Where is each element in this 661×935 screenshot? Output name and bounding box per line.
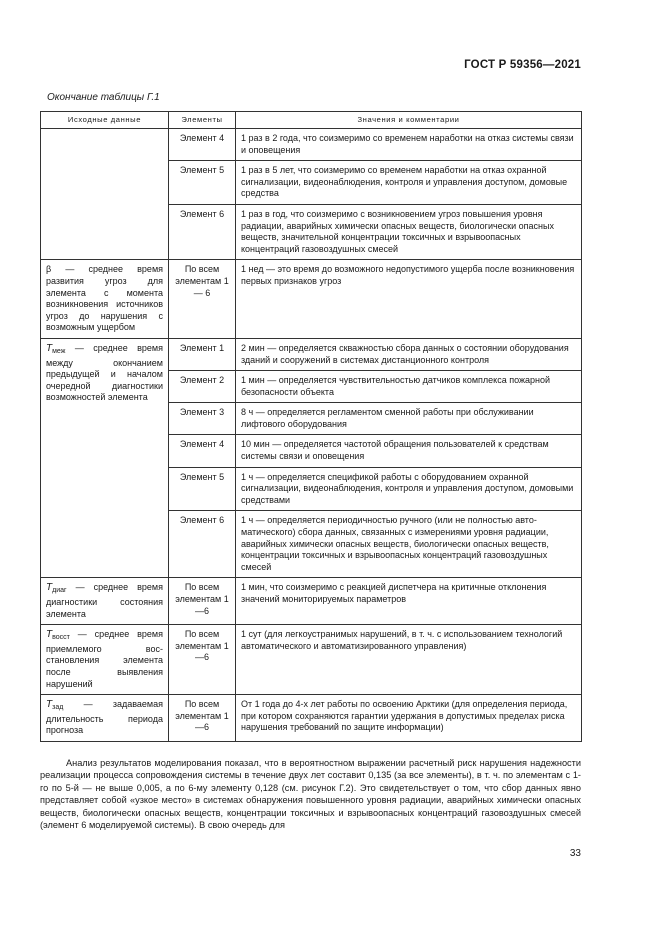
element-cell: Элемент 2 [169, 371, 236, 403]
value-cell: 1 раз в год, что соизмеримо с возникновением угроз повышения уровня радиации, аварийных химически опасных веществ, биологически опасных веществ, значительной концентрации токсичных и взрывоопасных концентраций газовоздушных смесей [236, 204, 582, 259]
element-cell: Элемент 4 [169, 435, 236, 467]
param-cell-tvosst [41, 625, 169, 695]
param-subscript: зад [52, 704, 64, 712]
value-cell: 1 ч — определяется спецификой работы с оборудованием охранной сигнализации, видеонаблюдения, контроля и управления доступом, домовыми средствами [236, 467, 582, 511]
element-cell: Элемент 5 [169, 161, 236, 205]
table-row [41, 625, 582, 695]
param-subscript: восст [52, 634, 70, 642]
param-description: — задаваемая длительность периода прогноза [46, 699, 163, 736]
element-cell: Элемент 5 [169, 467, 236, 511]
column-header-source-data: Исходные данные [41, 112, 169, 129]
param-cell-tzad [41, 695, 169, 742]
data-table [40, 111, 582, 742]
value-cell: От 1 года до 4-х лет работы по освоению Арктики (для определения периода, при котором сохраняются гарантии удержания в допустимых пределах риска нарушения требований по защите информации) [236, 695, 582, 742]
element-cell: Элемент 6 [169, 204, 236, 259]
element-cell: По всем элементам 1—6 [169, 578, 236, 625]
element-cell: Элемент 4 [169, 129, 236, 161]
param-description: — среднее время приемлемого восстановления элемента после выявления нарушений [46, 629, 163, 689]
value-cell: 1 мин — определяется чувствительностью датчиков комплекса пожарной безопасности объекта [236, 371, 582, 403]
table-header-row [41, 112, 582, 129]
param-cell-continued [41, 129, 169, 260]
param-subscript: меж [52, 347, 66, 355]
table-row [41, 578, 582, 625]
element-cell: Элемент 1 [169, 338, 236, 370]
param-symbol: T [46, 629, 53, 641]
value-cell: 1 нед — это время до возможного недопустимого ущерба после возникновения первых признаков угроз [236, 260, 582, 339]
analysis-paragraph: Анализ результатов моделирования показал, что в вероятностном выражении расчетный риск нарушения надежности реализации процесса сопровождения системы в течение двух лет составит 0,135 (за все элементы), в т. ч. по элементам с 1-го по 5-й — не выше 0,005, а по 6-му элементу 0,128 (см. рисунок Г.2). Это свидетельствует о том, что сбор данных явно представляет собой «узкое место» в системах обнаружения повышенного уровня радиации, аварийных химически опасных веществ, биологически опасных веществ, концентрации токсичных и взрывоопасных концентраций газовоздушных смесей (элемент 6 моделируемой системы). В свою очередь для [40, 758, 581, 831]
element-cell: Элемент 6 [169, 511, 236, 578]
table-row [41, 260, 582, 339]
table-row [41, 695, 582, 742]
value-cell: 1 сут (для легкоустранимых нарушений, в т. ч. с использованием технологий автоматического и автоматизированного управления) [236, 625, 582, 695]
page-number: 33 [569, 848, 581, 859]
param-subscript: диаг [52, 587, 67, 595]
value-cell: 1 ч — определяется периодичностью ручного (или не полностью автоматического) сбора данных, связанных с измерениями уровня радиации, аварийных химически опасных веществ, биологически опасных веществ, концентрации токсичных и взрывоопасных концентраций газовоздушных смесей [236, 511, 582, 578]
value-cell: 2 мин — определяется скважностью сбора данных о состоянии оборудования зданий и сооружений в системах дистанционного контроля [236, 338, 582, 370]
column-header-values: Значения и комментарии [236, 112, 582, 129]
value-cell: 10 мин — определяется частотой обращения пользователей к средствам системы связи и оповещения [236, 435, 582, 467]
table-row [41, 129, 582, 161]
element-cell: По всем элементам 1—6 [169, 625, 236, 695]
table-row [41, 338, 582, 370]
element-cell: По всем элементам 1—6 [169, 695, 236, 742]
document-standard-number: ГОСТ Р 59356—2021 [464, 59, 581, 71]
element-cell: По всем элементам 1 — 6 [169, 260, 236, 339]
value-cell: 8 ч — определяется регламентом сменной работы при обслуживании лифтового оборудования [236, 403, 582, 435]
param-symbol: T [46, 699, 53, 711]
table-caption: Окончание таблицы Г.1 [47, 92, 160, 103]
param-cell-tdiag [41, 578, 169, 625]
element-cell: Элемент 3 [169, 403, 236, 435]
param-cell-beta: β — среднее время развития угроз для элемента с момента возникновения источников угроз до нарушения с возможным ущербом [41, 260, 169, 339]
param-symbol: T [46, 342, 53, 354]
value-cell: 1 раз в 5 лет, что соизмеримо со временем наработки на отказ охранной сигнализации, видеонаблюдения, контроля и управления доступом, домовые средства [236, 161, 582, 205]
param-symbol: T [46, 582, 53, 594]
value-cell: 1 мин, что соизмеримо с реакцией диспетчера на критичные отклонения значений мониторируемых параметров [236, 578, 582, 625]
param-cell-tmezh [41, 338, 169, 578]
value-cell: 1 раз в 2 года, что соизмеримо со временем наработки на отказ системы связи и оповещения [236, 129, 582, 161]
param-description: — среднее время между окончанием предыдущей и началом очередной диагностики возможностей элемента [46, 342, 163, 403]
param-description: — среднее время диагностики состояния элемента [46, 582, 163, 619]
column-header-elements: Элементы [169, 112, 236, 129]
